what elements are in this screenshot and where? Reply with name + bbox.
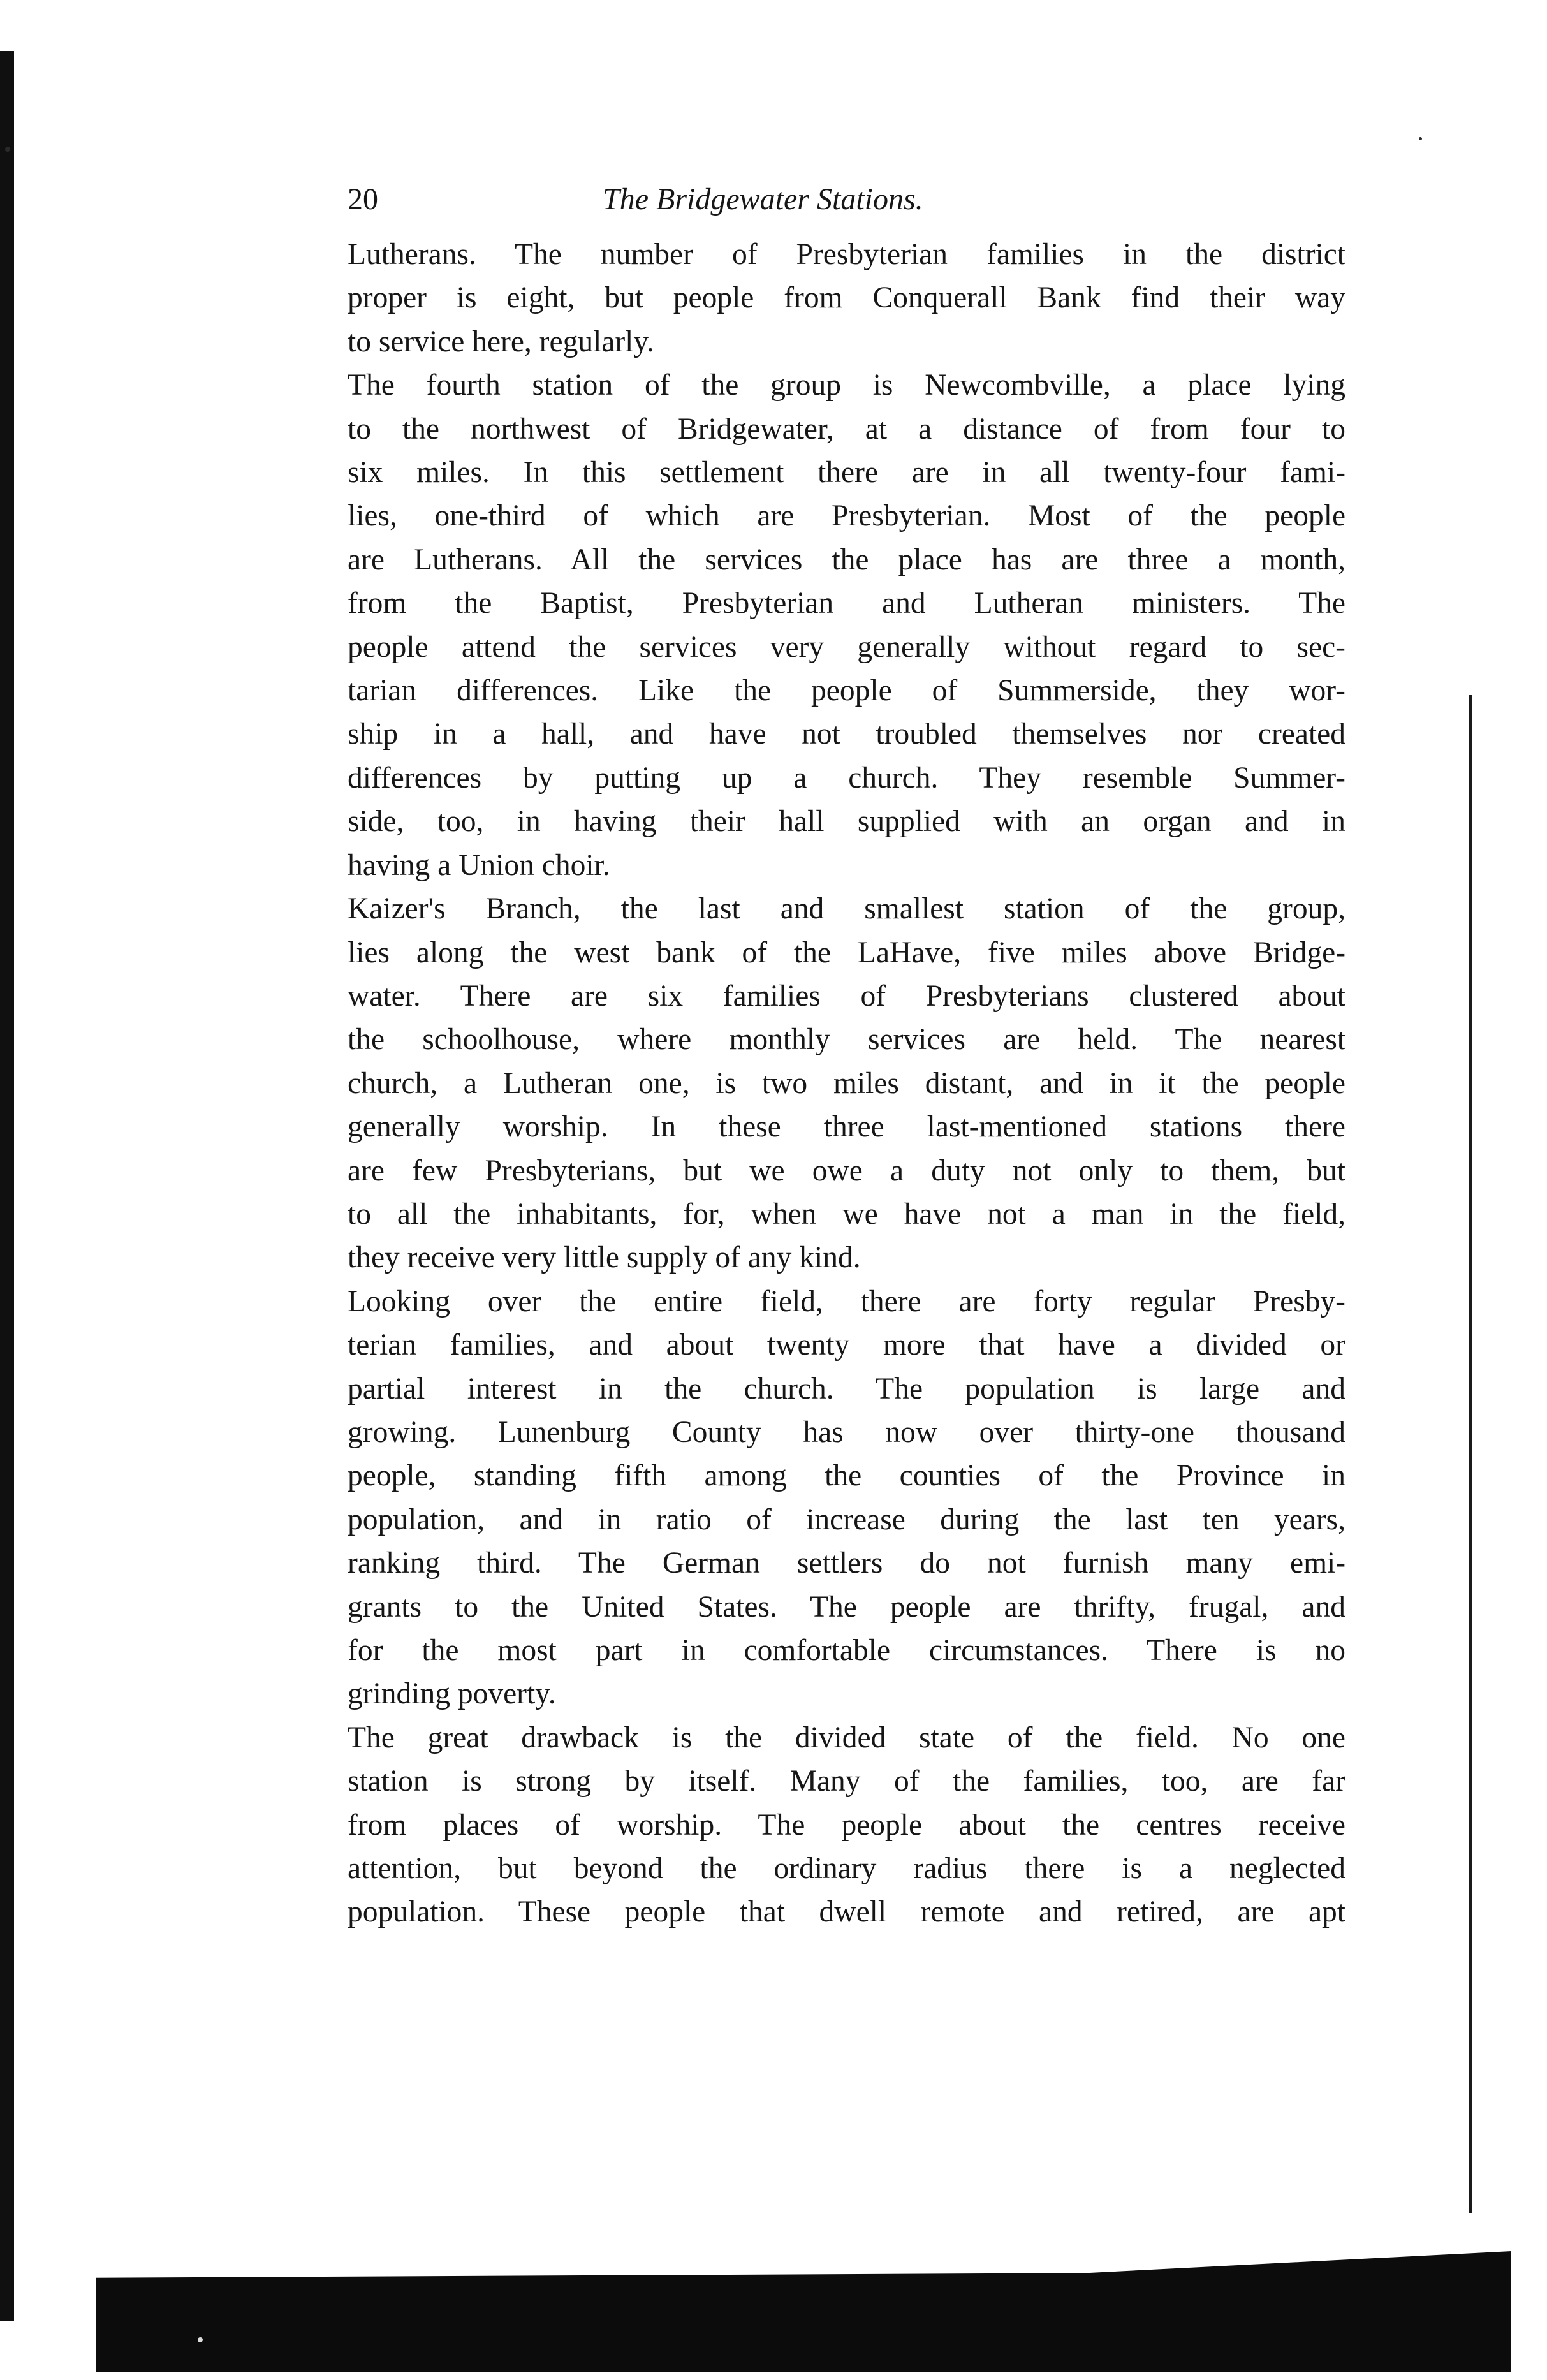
text-line: water. There are six families of Presbyterians clustered about (348, 979, 1345, 1013)
text-line: population. These people that dwell remote and retired, are apt (348, 1895, 1345, 1929)
text-line: are few Presbyterians, but we owe a duty not only to them, but (348, 1154, 1345, 1187)
paragraph (348, 233, 1345, 364)
running-title: The Bridgewater Stations. (603, 182, 923, 216)
page (348, 182, 1345, 1934)
text-line: differences by putting up a church. They resemble Summer- (348, 761, 1345, 795)
text-line: Looking over the entire field, there are forty regular Presby- (348, 1284, 1346, 1318)
text-line: growing. Lunenburg County has now over thirty-one thousand (348, 1415, 1346, 1449)
text-line: people attend the services very generally without regard to sec- (348, 630, 1345, 664)
paragraph (348, 1716, 1345, 1934)
text-line: The fourth station of the group is Newcombville, a place lying (348, 369, 1345, 402)
text-line: station is strong by itself. Many of the families, too, are far (348, 1765, 1346, 1798)
page-number: 20 (348, 182, 378, 216)
text-line: lies, one-third of which are Presbyterian. Most of the people (348, 499, 1346, 533)
text-line: the schoolhouse, where monthly services are held. The nearest (348, 1023, 1346, 1057)
text-line: to service here, regularly. (348, 325, 654, 358)
scan-speck (198, 2337, 203, 2342)
running-head (348, 182, 1345, 233)
text-line: six miles. In this settlement there are in all twenty-four fami- (348, 456, 1346, 490)
text-line: attention, but beyond the ordinary radius there is a neglected (348, 1852, 1345, 1886)
text-line: Lutherans. The number of Presbyterian families in the district (348, 238, 1345, 271)
text-line: partial interest in the church. The population is large and (348, 1372, 1346, 1406)
text-line: to all the inhabitants, for, when we have not a man in the field, (348, 1197, 1346, 1231)
text-line: generally worship. In these three last-mentioned stations there (348, 1110, 1345, 1144)
text-line: lies along the west bank of the LaHave, five miles above Bridge- (348, 936, 1346, 969)
text-line: having a Union choir. (348, 848, 610, 882)
paragraph (348, 364, 1345, 887)
text-line: proper is eight, but people from Conquerall Bank find their way (348, 281, 1346, 315)
text-line: from places of worship. The people about the centres receive (348, 1808, 1346, 1842)
text-line: ship in a hall, and have not troubled themselves nor created (348, 717, 1345, 751)
text-line: church, a Lutheran one, is two miles distant, and in it the people (348, 1066, 1345, 1100)
text-line: population, and in ratio of increase during the last ten years, (348, 1502, 1345, 1536)
text-line: grants to the United States. The people are thrifty, frugal, and (348, 1590, 1346, 1624)
text-line: side, too, in having their hall supplied with an organ and in (348, 805, 1345, 839)
text-line: they receive very little supply of any kind. (348, 1241, 861, 1275)
text-line: terian families, and about twenty more that have a divided or (348, 1328, 1345, 1362)
body-text (348, 233, 1345, 1934)
text-line: from the Baptist, Presbyterian and Lutheran ministers. The (348, 587, 1345, 621)
scan-speck (5, 147, 10, 152)
text-line: are Lutherans. All the services the place has are three a month, (348, 543, 1345, 577)
text-line: Kaizer's Branch, the last and smallest station of the group, (348, 892, 1345, 926)
text-line: people, standing fifth among the counties of the Province in (348, 1459, 1345, 1493)
scan-bar-bottom (96, 2251, 1511, 2372)
text-line: The great drawback is the divided state of the field. No one (348, 1721, 1345, 1754)
scan-edge-left (0, 51, 14, 2321)
scan-edge-right (1469, 695, 1472, 2213)
text-line: ranking third. The German settlers do not furnish many emi- (348, 1546, 1346, 1580)
scan-speck (1419, 137, 1422, 140)
text-line: tarian differences. Like the people of Summerside, they wor- (348, 674, 1345, 708)
text-line: grinding poverty. (348, 1677, 556, 1711)
text-line: to the northwest of Bridgewater, at a distance of from four to (348, 412, 1345, 446)
text-line: for the most part in comfortable circumstances. There is no (348, 1634, 1346, 1667)
paragraph (348, 887, 1345, 1280)
paragraph (348, 1280, 1345, 1716)
